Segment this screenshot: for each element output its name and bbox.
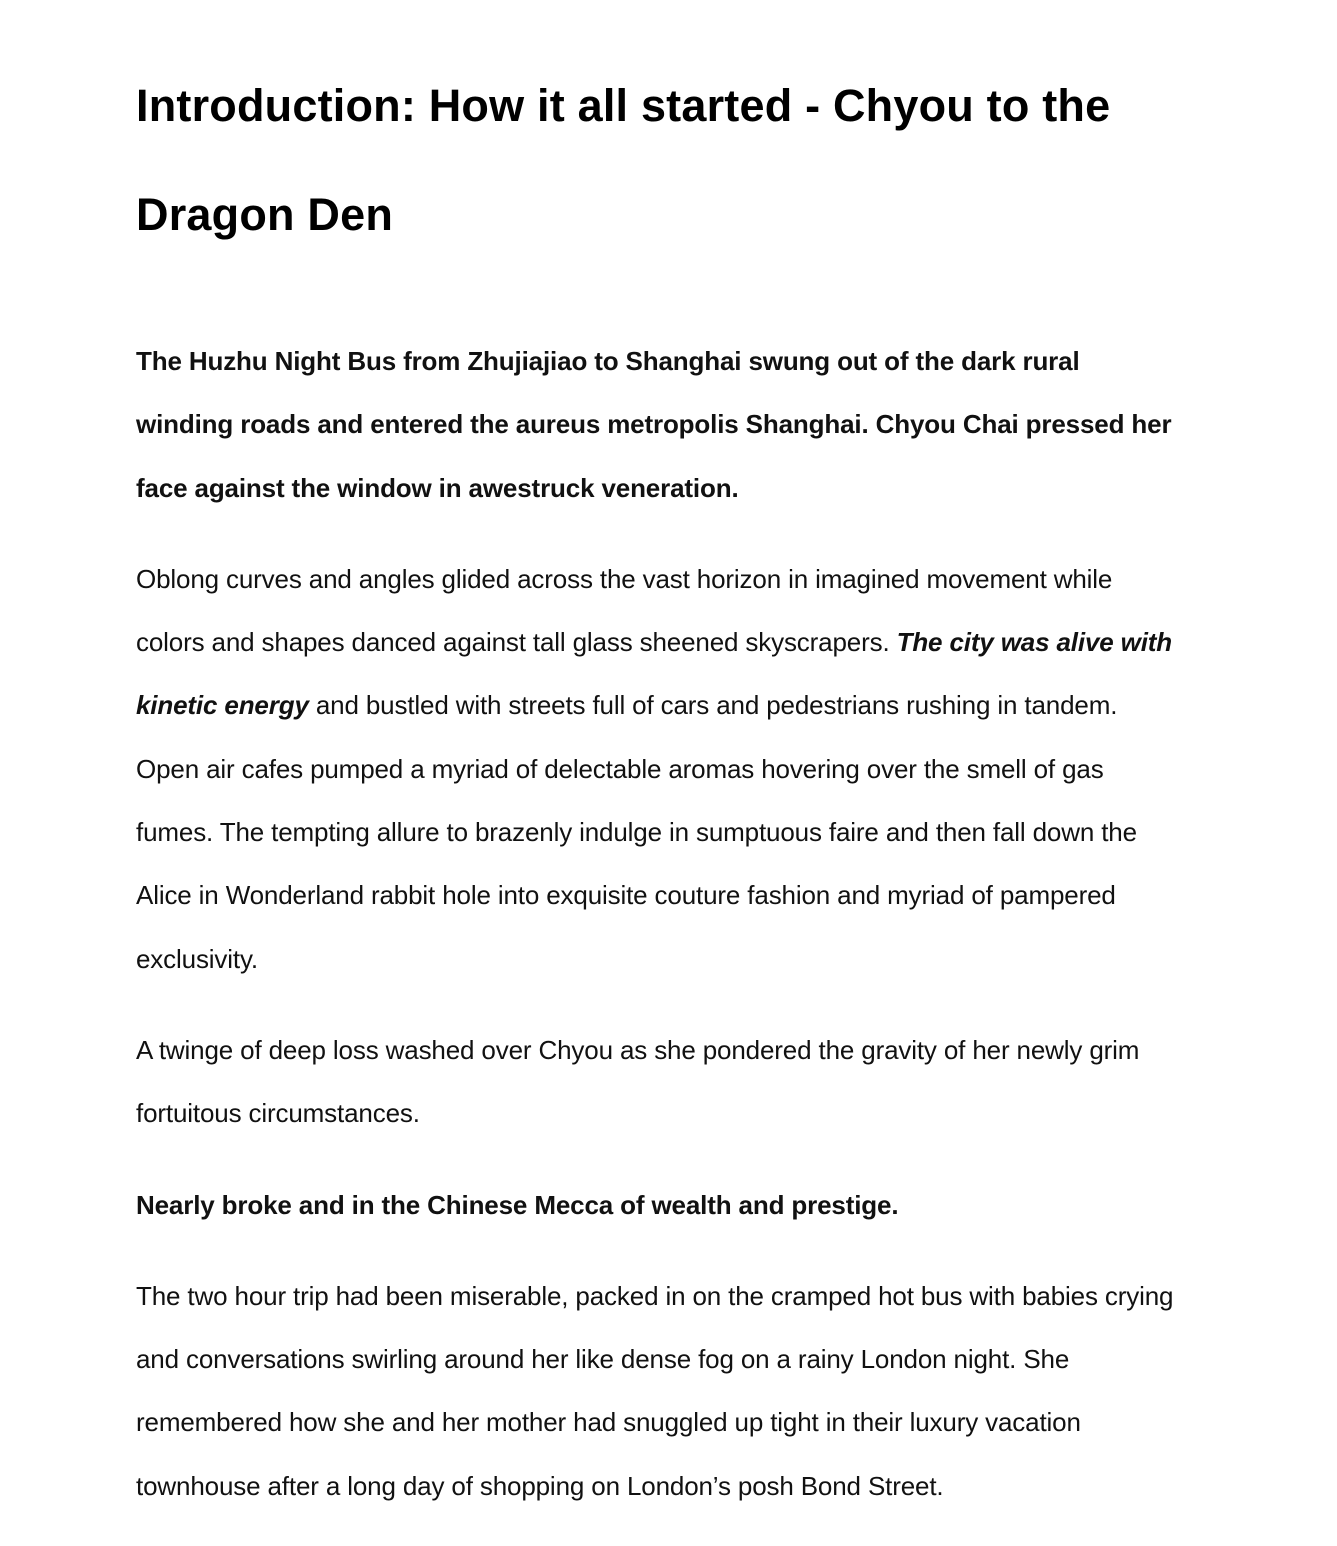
text-line: exclusivity. xyxy=(136,943,258,974)
text-line: Oblong curves and angles glided across the vast horizon in imagined movement while xyxy=(136,563,1113,594)
title-line: Introduction: How it all started - Chyou to the xyxy=(136,80,1111,131)
text-run: and bustled with streets full of cars and pedestrians rushing in tandem. xyxy=(308,690,1118,721)
document-body xyxy=(136,330,1256,1546)
paragraph-bus-trip xyxy=(136,1265,1256,1518)
paragraph-city-description xyxy=(136,548,1256,991)
text-line: townhouse after a long day of shopping on London’s posh Bond Street. xyxy=(136,1470,944,1501)
text-line: winding roads and entered the aureus metropolis Shanghai. Chyou Chai pressed her xyxy=(136,409,1172,440)
emphasized-text: kinetic energy xyxy=(136,690,309,721)
paragraph-broke xyxy=(136,1174,1256,1237)
text-line: The Huzhu Night Bus from Zhujiajiao to Shanghai swung out of the dark rural xyxy=(136,346,1080,376)
text-line: face against the window in awestruck veneration. xyxy=(136,472,739,503)
text-line xyxy=(136,611,1256,674)
emphasized-text: The city was alive with xyxy=(896,627,1173,658)
document-page xyxy=(136,0,1256,1501)
text-line: fumes. The tempting allure to brazenly indulge in sumptuous faire and then fall down the xyxy=(136,817,1137,848)
text-line: Alice in Wonderland rabbit hole into exquisite couture fashion and myriad of pampered xyxy=(136,880,1116,911)
text-line: The two hour trip had been miserable, packed in on the cramped hot bus with babies crying xyxy=(136,1280,1174,1311)
text-line: Open air cafes pumped a myriad of delectable aromas hovering over the smell of gas xyxy=(136,753,1104,784)
document-title xyxy=(136,0,1256,269)
text-line: remembered how she and her mother had snuggled up tight in their luxury vacation xyxy=(136,1407,1081,1438)
text-line: Nearly broke and in the Chinese Mecca of wealth and prestige. xyxy=(136,1189,899,1220)
text-run: colors and shapes danced against tall glass sheened skyscrapers. xyxy=(136,627,897,658)
paragraph-opening xyxy=(136,330,1256,520)
text-line: and conversations swirling around her like dense fog on a rainy London night. She xyxy=(136,1344,1070,1375)
text-line: fortuitous circumstances. xyxy=(136,1098,420,1129)
text-line: A twinge of deep loss washed over Chyou as she pondered the gravity of her newly grim xyxy=(136,1034,1140,1065)
title-line: Dragon Den xyxy=(136,189,394,240)
text-line xyxy=(136,674,1256,737)
paragraph-loss xyxy=(136,1019,1256,1146)
